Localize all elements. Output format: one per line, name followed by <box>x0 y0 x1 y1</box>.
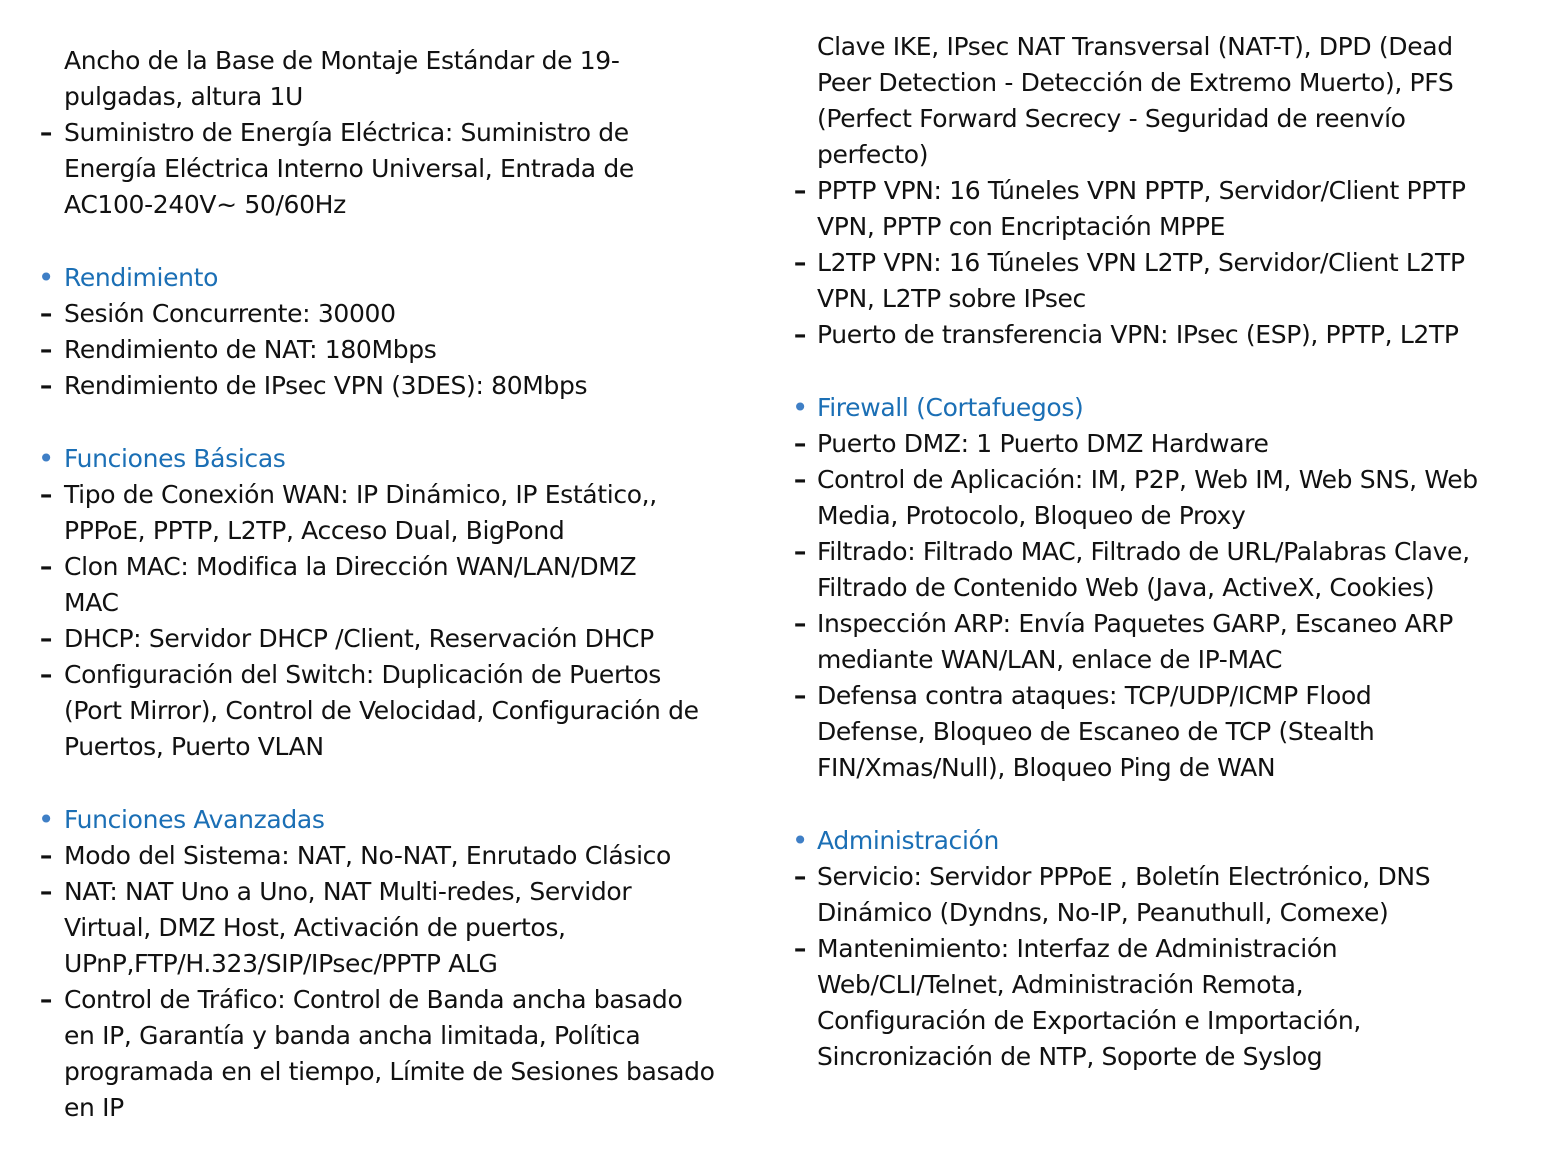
dash-marker: – <box>39 480 53 509</box>
dash-marker: – <box>793 681 807 710</box>
item-text: Filtrado de Contenido Web (Java, ActiveX, Cookies) <box>817 573 1435 602</box>
item-text: Rendimiento de NAT: 180Mbps <box>64 335 437 364</box>
list-line <box>790 642 1530 678</box>
item-text: Inspección ARP: Envía Paquetes GARP, Escaneo ARP <box>817 609 1454 638</box>
section-heading <box>790 823 1530 859</box>
list-line <box>0 838 760 874</box>
item-text: Virtual, DMZ Host, Activación de puertos, <box>64 913 566 942</box>
list-line <box>790 570 1530 606</box>
list-line <box>0 946 760 982</box>
dash-marker: – <box>793 429 807 458</box>
section-administracion <box>790 823 1530 1075</box>
item-text: Filtrado: Filtrado MAC, Filtrado de URL/Palabras Clave, <box>817 537 1470 566</box>
list-line <box>0 910 760 946</box>
list-line <box>0 513 760 549</box>
list-line <box>0 79 760 115</box>
list-line <box>790 65 1530 101</box>
dash-marker: – <box>793 862 807 891</box>
list-line <box>790 281 1530 317</box>
item-text: Sesión Concurrente: 30000 <box>64 299 396 328</box>
item-text: perfecto) <box>817 140 929 169</box>
item-text: Suministro de Energía Eléctrica: Suministro de <box>64 118 629 147</box>
list-line <box>790 426 1530 462</box>
item-text: Control de Tráfico: Control de Banda ancha basado <box>64 985 683 1014</box>
item-text: Defensa contra ataques: TCP/UDP/ICMP Flood <box>817 681 1372 710</box>
list-line <box>0 874 760 910</box>
item-text: PPTP VPN: 16 Túneles VPN PPTP, Servidor/Client PPTP <box>817 176 1466 205</box>
section-heading <box>0 802 760 838</box>
item-text: Servicio: Servidor PPPoE , Boletín Electrónico, DNS <box>817 862 1431 891</box>
section-heading <box>0 260 760 296</box>
section-heading <box>790 390 1530 426</box>
bullet-icon: • <box>37 803 55 836</box>
list-line <box>0 332 760 368</box>
item-text: AC100-240V~ 50/60Hz <box>64 190 346 219</box>
list-line <box>790 462 1530 498</box>
list-line <box>0 115 760 151</box>
bullet-icon: • <box>37 261 55 294</box>
item-text: Defense, Bloqueo de Escaneo de TCP (Stealth <box>817 717 1375 746</box>
item-text: UPnP,FTP/H.323/SIP/IPsec/PPTP ALG <box>64 949 498 978</box>
dash-marker: – <box>793 934 807 963</box>
list-line <box>790 1039 1530 1075</box>
item-text: Configuración del Switch: Duplicación de Puertos <box>64 660 661 689</box>
right-vpn-block <box>790 29 1530 353</box>
item-text: (Perfect Forward Secrecy - Seguridad de reenvío <box>817 104 1406 133</box>
heading-text: Rendimiento <box>64 263 219 292</box>
item-text: Clave IKE, IPsec NAT Transversal (NAT-T), DPD (Dead <box>817 32 1453 61</box>
section-rendimiento <box>0 260 760 404</box>
bullet-icon: • <box>791 824 809 857</box>
dash-marker: – <box>39 335 53 364</box>
bullet-icon: • <box>791 391 809 424</box>
section-funciones-avanzadas <box>0 802 760 1126</box>
section-firewall <box>790 390 1530 786</box>
list-line <box>0 1018 760 1054</box>
item-text: FIN/Xmas/Null), Bloqueo Ping de WAN <box>817 753 1276 782</box>
dash-marker: – <box>39 552 53 581</box>
item-text: Peer Detection - Detección de Extremo Muerto), PFS <box>817 68 1454 97</box>
item-text: Puertos, Puerto VLAN <box>64 732 324 761</box>
item-text: VPN, PPTP con Encriptación MPPE <box>817 212 1226 241</box>
list-line <box>0 296 760 332</box>
item-text: Configuración de Exportación e Importación, <box>817 1006 1361 1035</box>
item-text: Web/CLI/Telnet, Administración Remota, <box>817 970 1304 999</box>
dash-marker: – <box>793 537 807 566</box>
list-line <box>0 43 760 79</box>
heading-text: Firewall (Cortafuegos) <box>817 393 1084 422</box>
dash-marker: – <box>39 877 53 906</box>
list-line <box>790 750 1530 786</box>
item-text: Dinámico (Dyndns, No-IP, Peanuthull, Comexe) <box>817 898 1389 927</box>
item-text: programada en el tiempo, Límite de Sesiones basado <box>64 1057 715 1086</box>
list-line <box>0 187 760 223</box>
left-power-block <box>0 43 760 223</box>
item-text: Puerto de transferencia VPN: IPsec (ESP), PPTP, L2TP <box>817 320 1459 349</box>
list-line <box>0 1054 760 1090</box>
item-text: mediante WAN/LAN, enlace de IP-MAC <box>817 645 1283 674</box>
list-line <box>790 29 1530 65</box>
item-text: Modo del Sistema: NAT, No-NAT, Enrutado Clásico <box>64 841 672 870</box>
dash-marker: – <box>39 985 53 1014</box>
list-line <box>790 137 1530 173</box>
item-text: Puerto DMZ: 1 Puerto DMZ Hardware <box>817 429 1269 458</box>
dash-marker: – <box>39 660 53 689</box>
list-line <box>790 931 1530 967</box>
list-line <box>0 982 760 1018</box>
dash-marker: – <box>39 299 53 328</box>
item-text: pulgadas, altura 1U <box>64 82 303 111</box>
list-line <box>790 967 1530 1003</box>
list-line <box>790 317 1530 353</box>
item-text: Energía Eléctrica Interno Universal, Entrada de <box>64 154 634 183</box>
heading-text: Funciones Avanzadas <box>64 805 325 834</box>
item-text: Sincronización de NTP, Soporte de Syslog <box>817 1042 1323 1071</box>
list-line <box>790 606 1530 642</box>
list-line <box>790 498 1530 534</box>
dash-marker: – <box>39 624 53 653</box>
item-text: MAC <box>64 588 119 617</box>
item-text: PPPoE, PPTP, L2TP, Acceso Dual, BigPond <box>64 516 565 545</box>
item-text: Control de Aplicación: IM, P2P, Web IM, Web SNS, Web <box>817 465 1478 494</box>
heading-text: Administración <box>817 826 999 855</box>
list-line <box>0 549 760 585</box>
list-line <box>0 729 760 765</box>
list-line <box>0 368 760 404</box>
list-line <box>0 585 760 621</box>
list-line <box>790 245 1530 281</box>
list-line <box>790 678 1530 714</box>
list-line <box>0 657 760 693</box>
list-line <box>790 714 1530 750</box>
item-text: Rendimiento de IPsec VPN (3DES): 80Mbps <box>64 371 588 400</box>
item-text: Ancho de la Base de Montaje Estándar de 19- <box>64 46 620 75</box>
list-line <box>790 209 1530 245</box>
list-line <box>0 693 760 729</box>
list-line <box>0 151 760 187</box>
list-line <box>0 621 760 657</box>
item-text: en IP <box>64 1093 124 1122</box>
item-text: Clon MAC: Modifica la Dirección WAN/LAN/DMZ <box>64 552 637 581</box>
item-text: L2TP VPN: 16 Túneles VPN L2TP, Servidor/Client L2TP <box>817 248 1465 277</box>
dash-marker: – <box>793 465 807 494</box>
dash-marker: – <box>793 320 807 349</box>
dash-marker: – <box>793 609 807 638</box>
item-text: en IP, Garantía y banda ancha limitada, Política <box>64 1021 641 1050</box>
dash-marker: – <box>793 248 807 277</box>
bullet-icon: • <box>37 442 55 475</box>
dash-marker: – <box>39 118 53 147</box>
list-line <box>790 101 1530 137</box>
dash-marker: – <box>39 841 53 870</box>
item-text: NAT: NAT Uno a Uno, NAT Multi-redes, Servidor <box>64 877 632 906</box>
item-text: VPN, L2TP sobre IPsec <box>817 284 1086 313</box>
dash-marker: – <box>39 371 53 400</box>
item-text: (Port Mirror), Control de Velocidad, Configuración de <box>64 696 699 725</box>
item-text: Tipo de Conexión WAN: IP Dinámico, IP Estático,, <box>64 480 657 509</box>
heading-text: Funciones Básicas <box>64 444 286 473</box>
list-line <box>790 859 1530 895</box>
list-line <box>790 173 1530 209</box>
list-line <box>790 1003 1530 1039</box>
section-funciones-basicas <box>0 441 760 765</box>
item-text: Mantenimiento: Interfaz de Administración <box>817 934 1338 963</box>
item-text: DHCP: Servidor DHCP /Client, Reservación DHCP <box>64 624 654 653</box>
item-text: Media, Protocolo, Bloqueo de Proxy <box>817 501 1246 530</box>
list-line <box>790 895 1530 931</box>
section-heading <box>0 441 760 477</box>
list-line <box>0 1090 760 1126</box>
list-line <box>0 477 760 513</box>
dash-marker: – <box>793 176 807 205</box>
list-line <box>790 534 1530 570</box>
